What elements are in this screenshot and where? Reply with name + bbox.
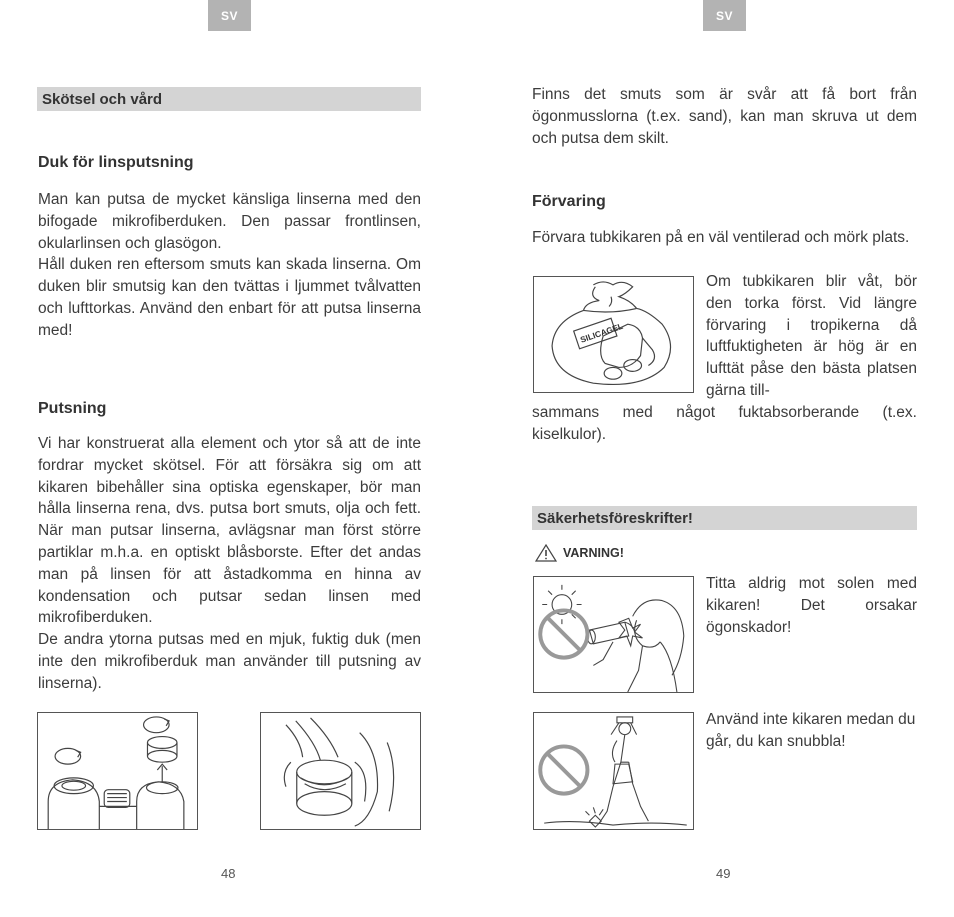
eyecup-illustration (38, 713, 197, 829)
heading-cleaning: Putsning (38, 400, 107, 417)
sun-warning-text: Titta aldrig mot solen med kikaren! Det orsakar ögonskador! (706, 575, 917, 636)
storage-text-after: sammans med något fuktabsorberande (t.ex. kiselkulor). (532, 404, 917, 443)
cloth-paragraph-2: Håll duken ren eftersom smuts kan skada linserna. Om duken blir smutsig kan den tvättas i ljummet tvålvatten och lufttorkas. Använd den enbart för att putsa linserna med! (38, 256, 421, 339)
storage-bag-figure (533, 276, 694, 393)
heading-cloth: Duk för linsputsning (38, 154, 194, 171)
page-number: 49 (716, 866, 731, 881)
silicagel-label: SILICAGEL (578, 320, 625, 345)
cleaning-text (38, 433, 421, 695)
sun-warning-figure (533, 576, 694, 693)
storage-text-top: Förvara tubkikaren på en väl ventilerad och mörk plats. (532, 229, 910, 246)
section-title-care: Skötsel och vård (37, 87, 421, 111)
warning-label-text: VARNING! (563, 546, 624, 560)
walking-warning-text: Använd inte kikaren medan du går, du kan snubbla! (706, 711, 916, 750)
section-title-safety: Säkerhetsföreskrifter! (532, 506, 917, 530)
language-tab: SV (703, 0, 746, 31)
warning-triangle-icon (535, 544, 557, 562)
cloth-paragraph-1: Man kan putsa de mycket känsliga linserna med den bifogade mikrofiberduken. Den passar frontlinsen, okularlinsen och glasögon. (38, 191, 421, 252)
cleaning-paragraph-2: De andra ytorna putsas med en mjuk, fuktig duk (men inte den mikrofiberduk man använder till putsning av linserna). (38, 631, 421, 692)
walking-warning-figure (533, 712, 694, 830)
warning-label (535, 544, 624, 562)
walking-warning-illustration (534, 713, 693, 829)
heading-storage: Förvaring (532, 193, 606, 210)
silicagel-bag-illustration (534, 277, 693, 392)
storage-text-beside: Om tubkikaren blir våt, bör den torka först. Vid längre förvaring i tropikerna då luftfuktigheten är hög är en lufttät påse den bästa platsen gärna till- (706, 273, 917, 399)
hand-cleaning-illustration (261, 713, 420, 829)
language-tab: SV (208, 0, 251, 31)
cleaning-paragraph-1: Vi har konstruerat alla element och ytor så att de inte fordrar mycket skötsel. För att försäkra sig om att kikaren bibehåller sina optiska egenskaper, bör man hålla linserna rena, dvs. putsa bort smuts, olja och fett. När man putsar linserna, avlägsnar man först större partiklar m.h.a. en optiskt blåsborste. Efter det andas man på linsen för att åstadkomma en hinna av kondensation och putsar sedan linsen med mikrofiberduken. (38, 435, 421, 627)
eyecup-figure (37, 712, 198, 830)
eyecup-cleaning-text: Finns det smuts som är svår att få bort från ögonmusslorna (t.ex. sand), kan man skruva ut dem och putsa dem skilt. (532, 86, 917, 147)
cloth-text (38, 189, 421, 342)
sun-warning-illustration (534, 577, 693, 692)
page-number: 48 (221, 866, 236, 881)
right-page (477, 0, 954, 917)
cleaning-hand-figure (260, 712, 421, 830)
